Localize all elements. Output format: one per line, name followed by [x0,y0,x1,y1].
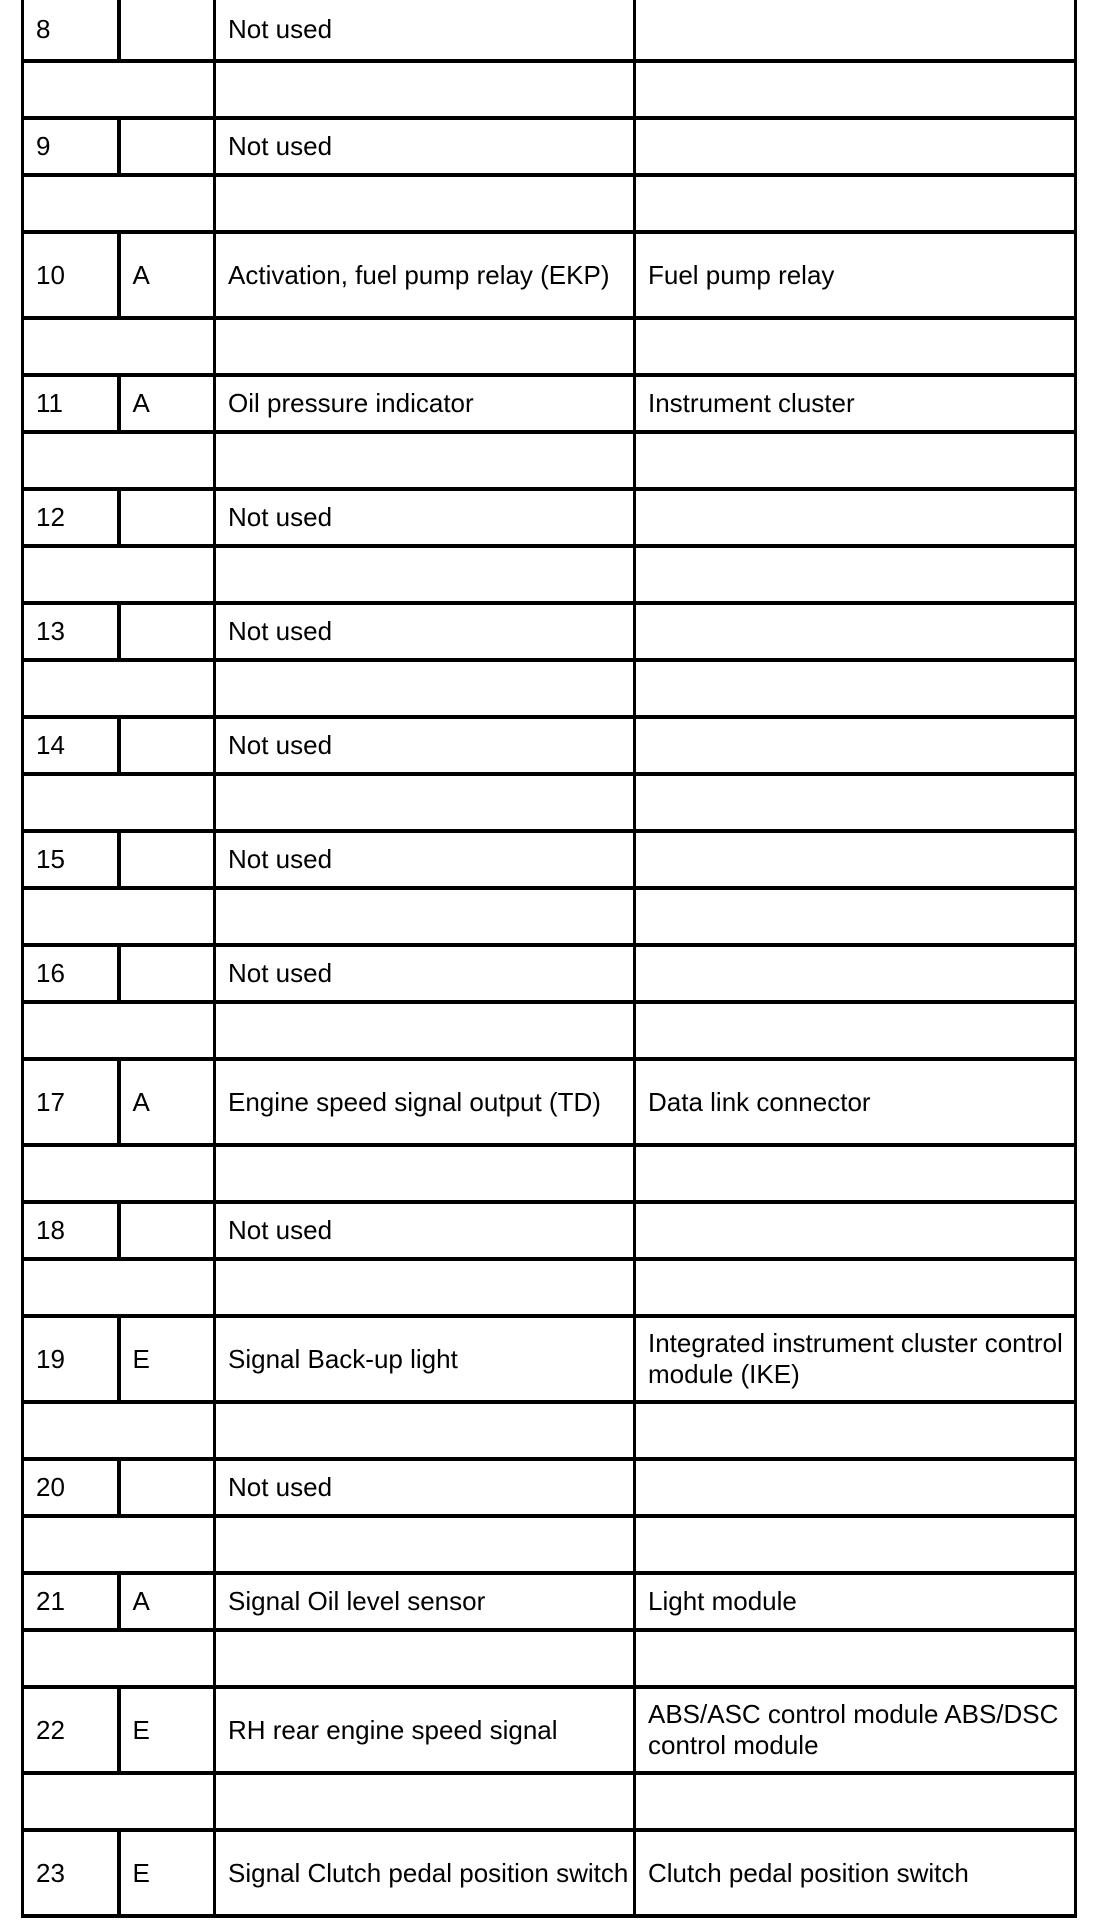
spacer-row [23,1402,1076,1459]
spacer-cell [635,175,1076,232]
pin-number: 10 [23,232,119,318]
spacer-row [23,1002,1076,1059]
signal-description: Not used [215,118,635,175]
signal-type: A [119,232,215,318]
spacer-row [23,660,1076,717]
spacer-cell [215,546,635,603]
table-row [23,375,1076,432]
table-row [23,489,1076,546]
signal-type: A [119,375,215,432]
pin-number: 21 [23,1573,119,1630]
table-row [23,1830,1076,1916]
signal-description: Signal Clutch pedal position switch [215,1830,635,1916]
pin-number: 17 [23,1059,119,1145]
spacer-cell [23,318,215,375]
spacer-cell [635,61,1076,118]
spacer-cell [23,1145,215,1202]
signal-type: E [119,1687,215,1773]
component [635,489,1076,546]
signal-description: RH rear engine speed signal [215,1687,635,1773]
pin-number: 9 [23,118,119,175]
spacer-cell [23,61,215,118]
spacer-row [23,546,1076,603]
spacer-cell [23,1516,215,1573]
component [635,118,1076,175]
signal-description: Engine speed signal output (TD) [215,1059,635,1145]
spacer-cell [23,1402,215,1459]
component: Fuel pump relay [635,232,1076,318]
table-row [23,945,1076,1002]
table-row [23,603,1076,660]
spacer-cell [215,318,635,375]
table-row [23,118,1076,175]
signal-description: Not used [215,489,635,546]
table-row [23,1316,1076,1402]
pin-number: 20 [23,1459,119,1516]
spacer-cell [215,175,635,232]
signal-description: Signal Oil level sensor [215,1573,635,1630]
spacer-cell [635,1516,1076,1573]
pin-number: 15 [23,831,119,888]
component: Integrated instrument cluster control module (IKE) [635,1316,1076,1402]
spacer-cell [635,1630,1076,1687]
signal-type [119,489,215,546]
component [635,1202,1076,1259]
signal-type [119,1202,215,1259]
signal-description: Signal Back-up light [215,1316,635,1402]
spacer-cell [635,888,1076,945]
spacer-cell [215,1630,635,1687]
signal-type [119,603,215,660]
spacer-row [23,318,1076,375]
pin-number: 19 [23,1316,119,1402]
pin-number: 11 [23,375,119,432]
spacer-cell [215,1145,635,1202]
table-row [23,232,1076,318]
component: ABS/ASC control module ABS/DSC control module [635,1687,1076,1773]
spacer-cell [23,546,215,603]
spacer-cell [215,888,635,945]
component [635,603,1076,660]
component [635,717,1076,774]
spacer-cell [635,1002,1076,1059]
spacer-row [23,432,1076,489]
spacer-cell [215,1773,635,1830]
table-row [23,1687,1076,1773]
component [635,0,1076,61]
signal-type [119,0,215,61]
spacer-cell [635,1145,1076,1202]
spacer-cell [635,1259,1076,1316]
signal-type: A [119,1573,215,1630]
signal-description: Activation, fuel pump relay (EKP) [215,232,635,318]
spacer-row [23,774,1076,831]
spacer-cell [215,1516,635,1573]
signal-description: Not used [215,717,635,774]
spacer-cell [23,1773,215,1830]
pin-number: 22 [23,1687,119,1773]
spacer-row [23,175,1076,232]
component: Instrument cluster [635,375,1076,432]
spacer-cell [635,660,1076,717]
table-row [23,1573,1076,1630]
spacer-row [23,1773,1076,1830]
component: Clutch pedal position switch [635,1830,1076,1916]
spacer-cell [635,1773,1076,1830]
spacer-cell [23,175,215,232]
component: Light module [635,1573,1076,1630]
spacer-cell [23,1630,215,1687]
component [635,1459,1076,1516]
signal-description: Not used [215,1459,635,1516]
spacer-cell [215,1259,635,1316]
signal-type [119,945,215,1002]
pin-number: 8 [23,0,119,61]
spacer-cell [23,1002,215,1059]
pin-number: 12 [23,489,119,546]
signal-type [119,717,215,774]
signal-description: Not used [215,0,635,61]
pin-number: 13 [23,603,119,660]
signal-type: E [119,1316,215,1402]
pin-number: 16 [23,945,119,1002]
spacer-row [23,1516,1076,1573]
spacer-cell [635,546,1076,603]
component: Data link connector [635,1059,1076,1145]
spacer-row [23,61,1076,118]
spacer-row [23,1630,1076,1687]
spacer-cell [215,61,635,118]
pin-number: 23 [23,1830,119,1916]
pin-assignment-table [21,0,1077,1918]
signal-description: Not used [215,603,635,660]
spacer-row [23,1259,1076,1316]
spacer-cell [215,1402,635,1459]
spacer-cell [23,432,215,489]
signal-type: E [119,1830,215,1916]
spacer-cell [23,660,215,717]
spacer-cell [23,888,215,945]
signal-description: Not used [215,831,635,888]
table-row [23,1202,1076,1259]
spacer-cell [215,774,635,831]
spacer-cell [23,774,215,831]
spacer-row [23,888,1076,945]
table-row [23,0,1076,61]
signal-type: A [119,1059,215,1145]
signal-description: Oil pressure indicator [215,375,635,432]
pin-number: 18 [23,1202,119,1259]
table-row [23,717,1076,774]
pin-number: 14 [23,717,119,774]
spacer-row [23,1145,1076,1202]
component [635,831,1076,888]
table-row [23,1059,1076,1145]
signal-type [119,118,215,175]
signal-type [119,1459,215,1516]
spacer-cell [635,318,1076,375]
signal-type [119,831,215,888]
spacer-cell [23,1259,215,1316]
spacer-cell [635,1402,1076,1459]
component [635,945,1076,1002]
spacer-cell [215,432,635,489]
spacer-cell [215,1002,635,1059]
signal-description: Not used [215,1202,635,1259]
signal-description: Not used [215,945,635,1002]
spacer-cell [635,432,1076,489]
table-row [23,1459,1076,1516]
table-row [23,831,1076,888]
spacer-cell [215,660,635,717]
spacer-cell [635,774,1076,831]
